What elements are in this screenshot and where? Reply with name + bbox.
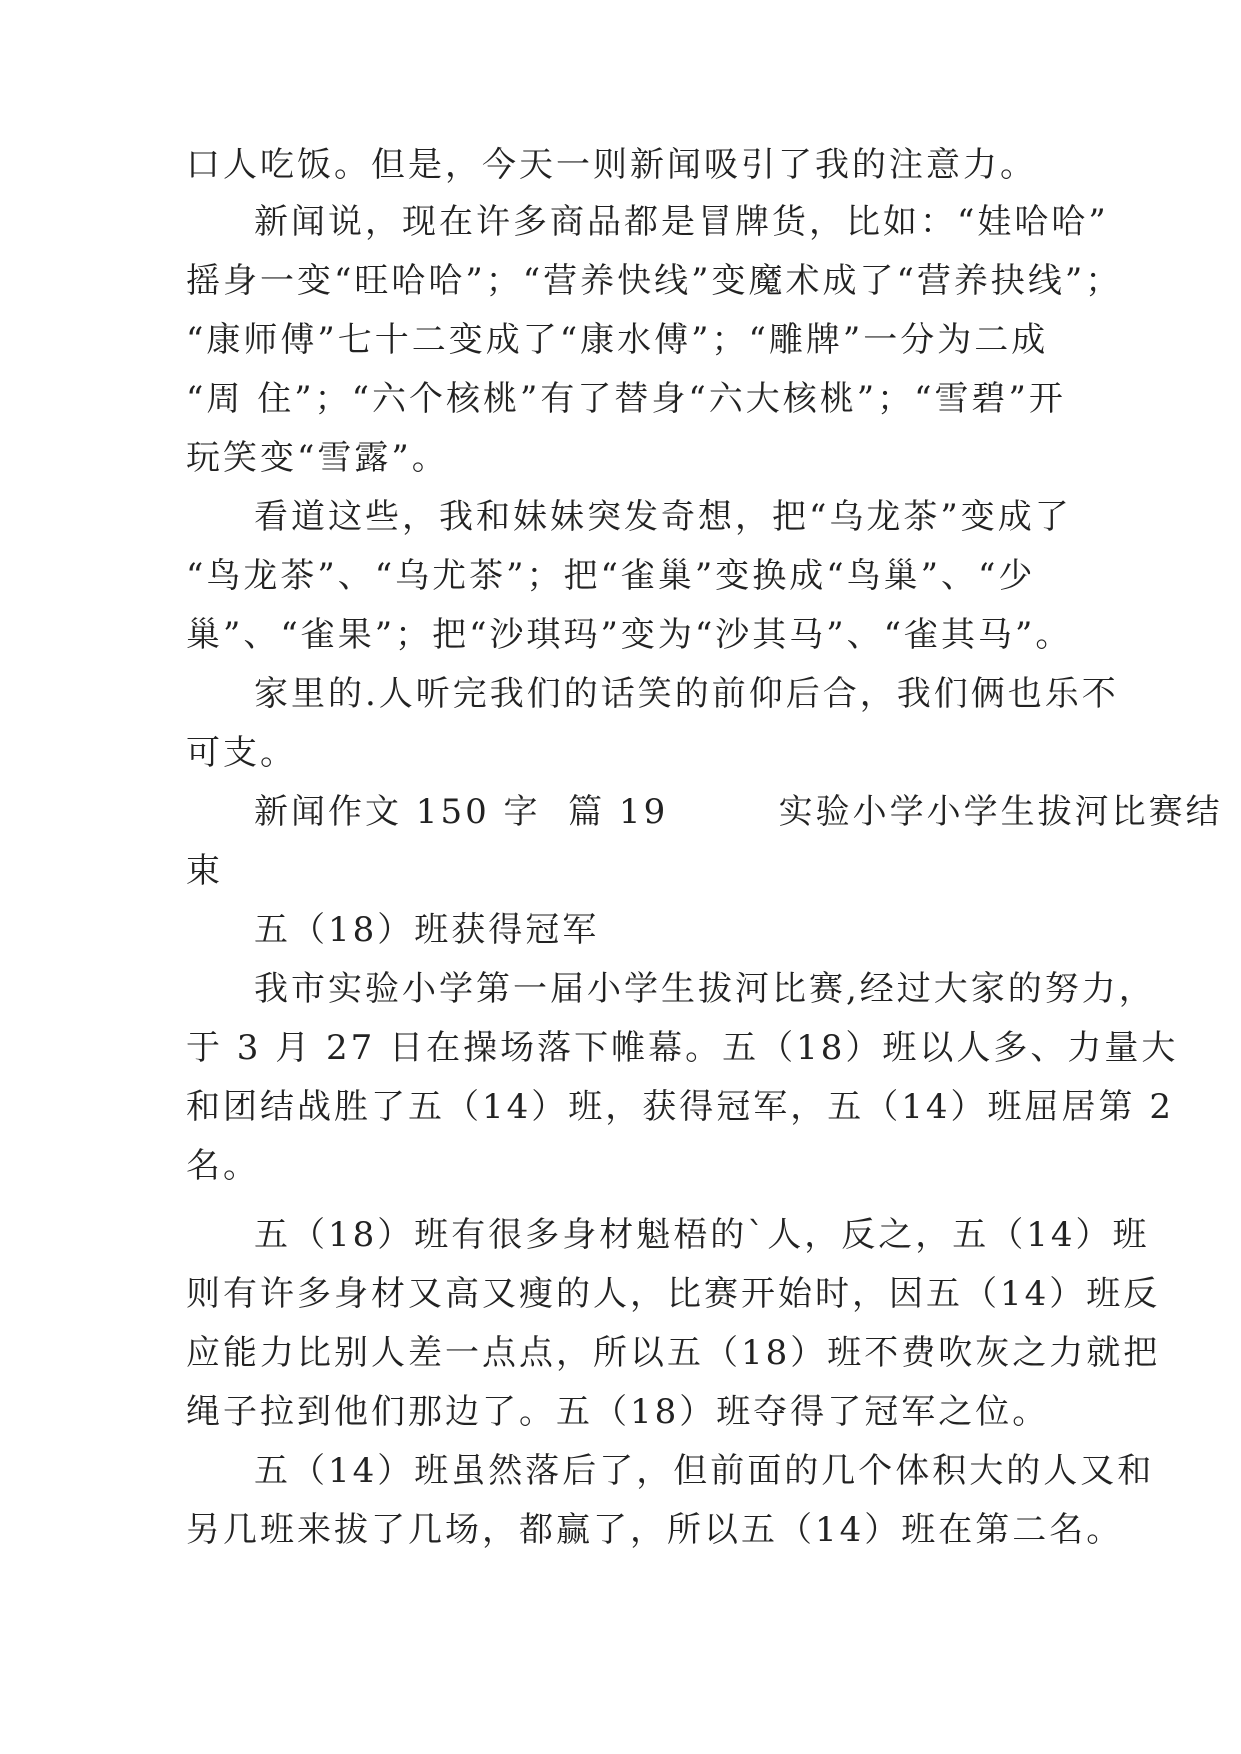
text-line: 和团结战胜了五（14）班，获得冠军，五（14）班屈居第 2 xyxy=(186,1087,1174,1127)
text-line: 新闻说，现在许多商品都是冒牌货，比如：“娃哈哈” xyxy=(254,202,1109,242)
text-line: 新闻作文 150 字 篇 19 实验小学小学生拔河比赛结 xyxy=(254,792,1223,832)
text-line: 五（14）班虽然落后了，但前面的几个体积大的人又和 xyxy=(254,1451,1155,1491)
text-line: 看道这些，我和妹妹突发奇想，把“乌龙茶”变成了 xyxy=(254,497,1072,537)
text-line: 另几班来拔了几场，都赢了，所以五（14）班在第二名。 xyxy=(186,1510,1124,1550)
text-line: 玩笑变“雪露”。 xyxy=(186,438,449,478)
text-line: 五（18）班有很多身材魁梧的`人，反之，五（14）班 xyxy=(254,1215,1150,1255)
text-line: 家里的.人听完我们的话笑的前仰后合，我们俩也乐不 xyxy=(254,674,1119,714)
text-line: 应能力比别人差一点点，所以五（18）班不费吹灰之力就把 xyxy=(186,1333,1161,1373)
text-line: 绳子拉到他们那边了。五（18）班夺得了冠军之位。 xyxy=(186,1392,1050,1432)
text-line: 五（18）班获得冠军 xyxy=(254,910,600,950)
text-line: “康师傅”七十二变成了“康水傅”；“雕牌”一分为二成 xyxy=(186,320,1049,360)
text-line: 摇身一变“旺哈哈”；“营养快线”变魔术成了“营养抉线”； xyxy=(186,261,1123,301)
text-line: 我市实验小学第一届小学生拔河比赛,经过大家的努力， xyxy=(254,969,1156,1009)
text-line: 名。 xyxy=(186,1146,260,1186)
text-line: 可支。 xyxy=(186,733,297,773)
text-line: 束 xyxy=(186,851,223,891)
text-line: 于 3 月 27 日在操场落下帷幕。五（18）班以人多、力量大 xyxy=(186,1028,1179,1068)
text-line: “周 住”；“六个核桃”有了替身“六大核桃”；“雪碧”开 xyxy=(186,379,1066,419)
text-line: 则有许多身材又高又瘦的人，比赛开始时，因五（14）班反 xyxy=(186,1274,1161,1314)
text-line: 巢”、“雀果”；把“沙琪玛”变为“沙其马”、“雀其马”。 xyxy=(186,615,1073,655)
text-line: “鸟龙茶”、“乌尤茶”；把“雀巢”变换成“鸟巢”、“少 xyxy=(186,556,1036,596)
text-line: 口人吃饭。但是，今天一则新闻吸引了我的注意力。 xyxy=(186,145,1037,185)
